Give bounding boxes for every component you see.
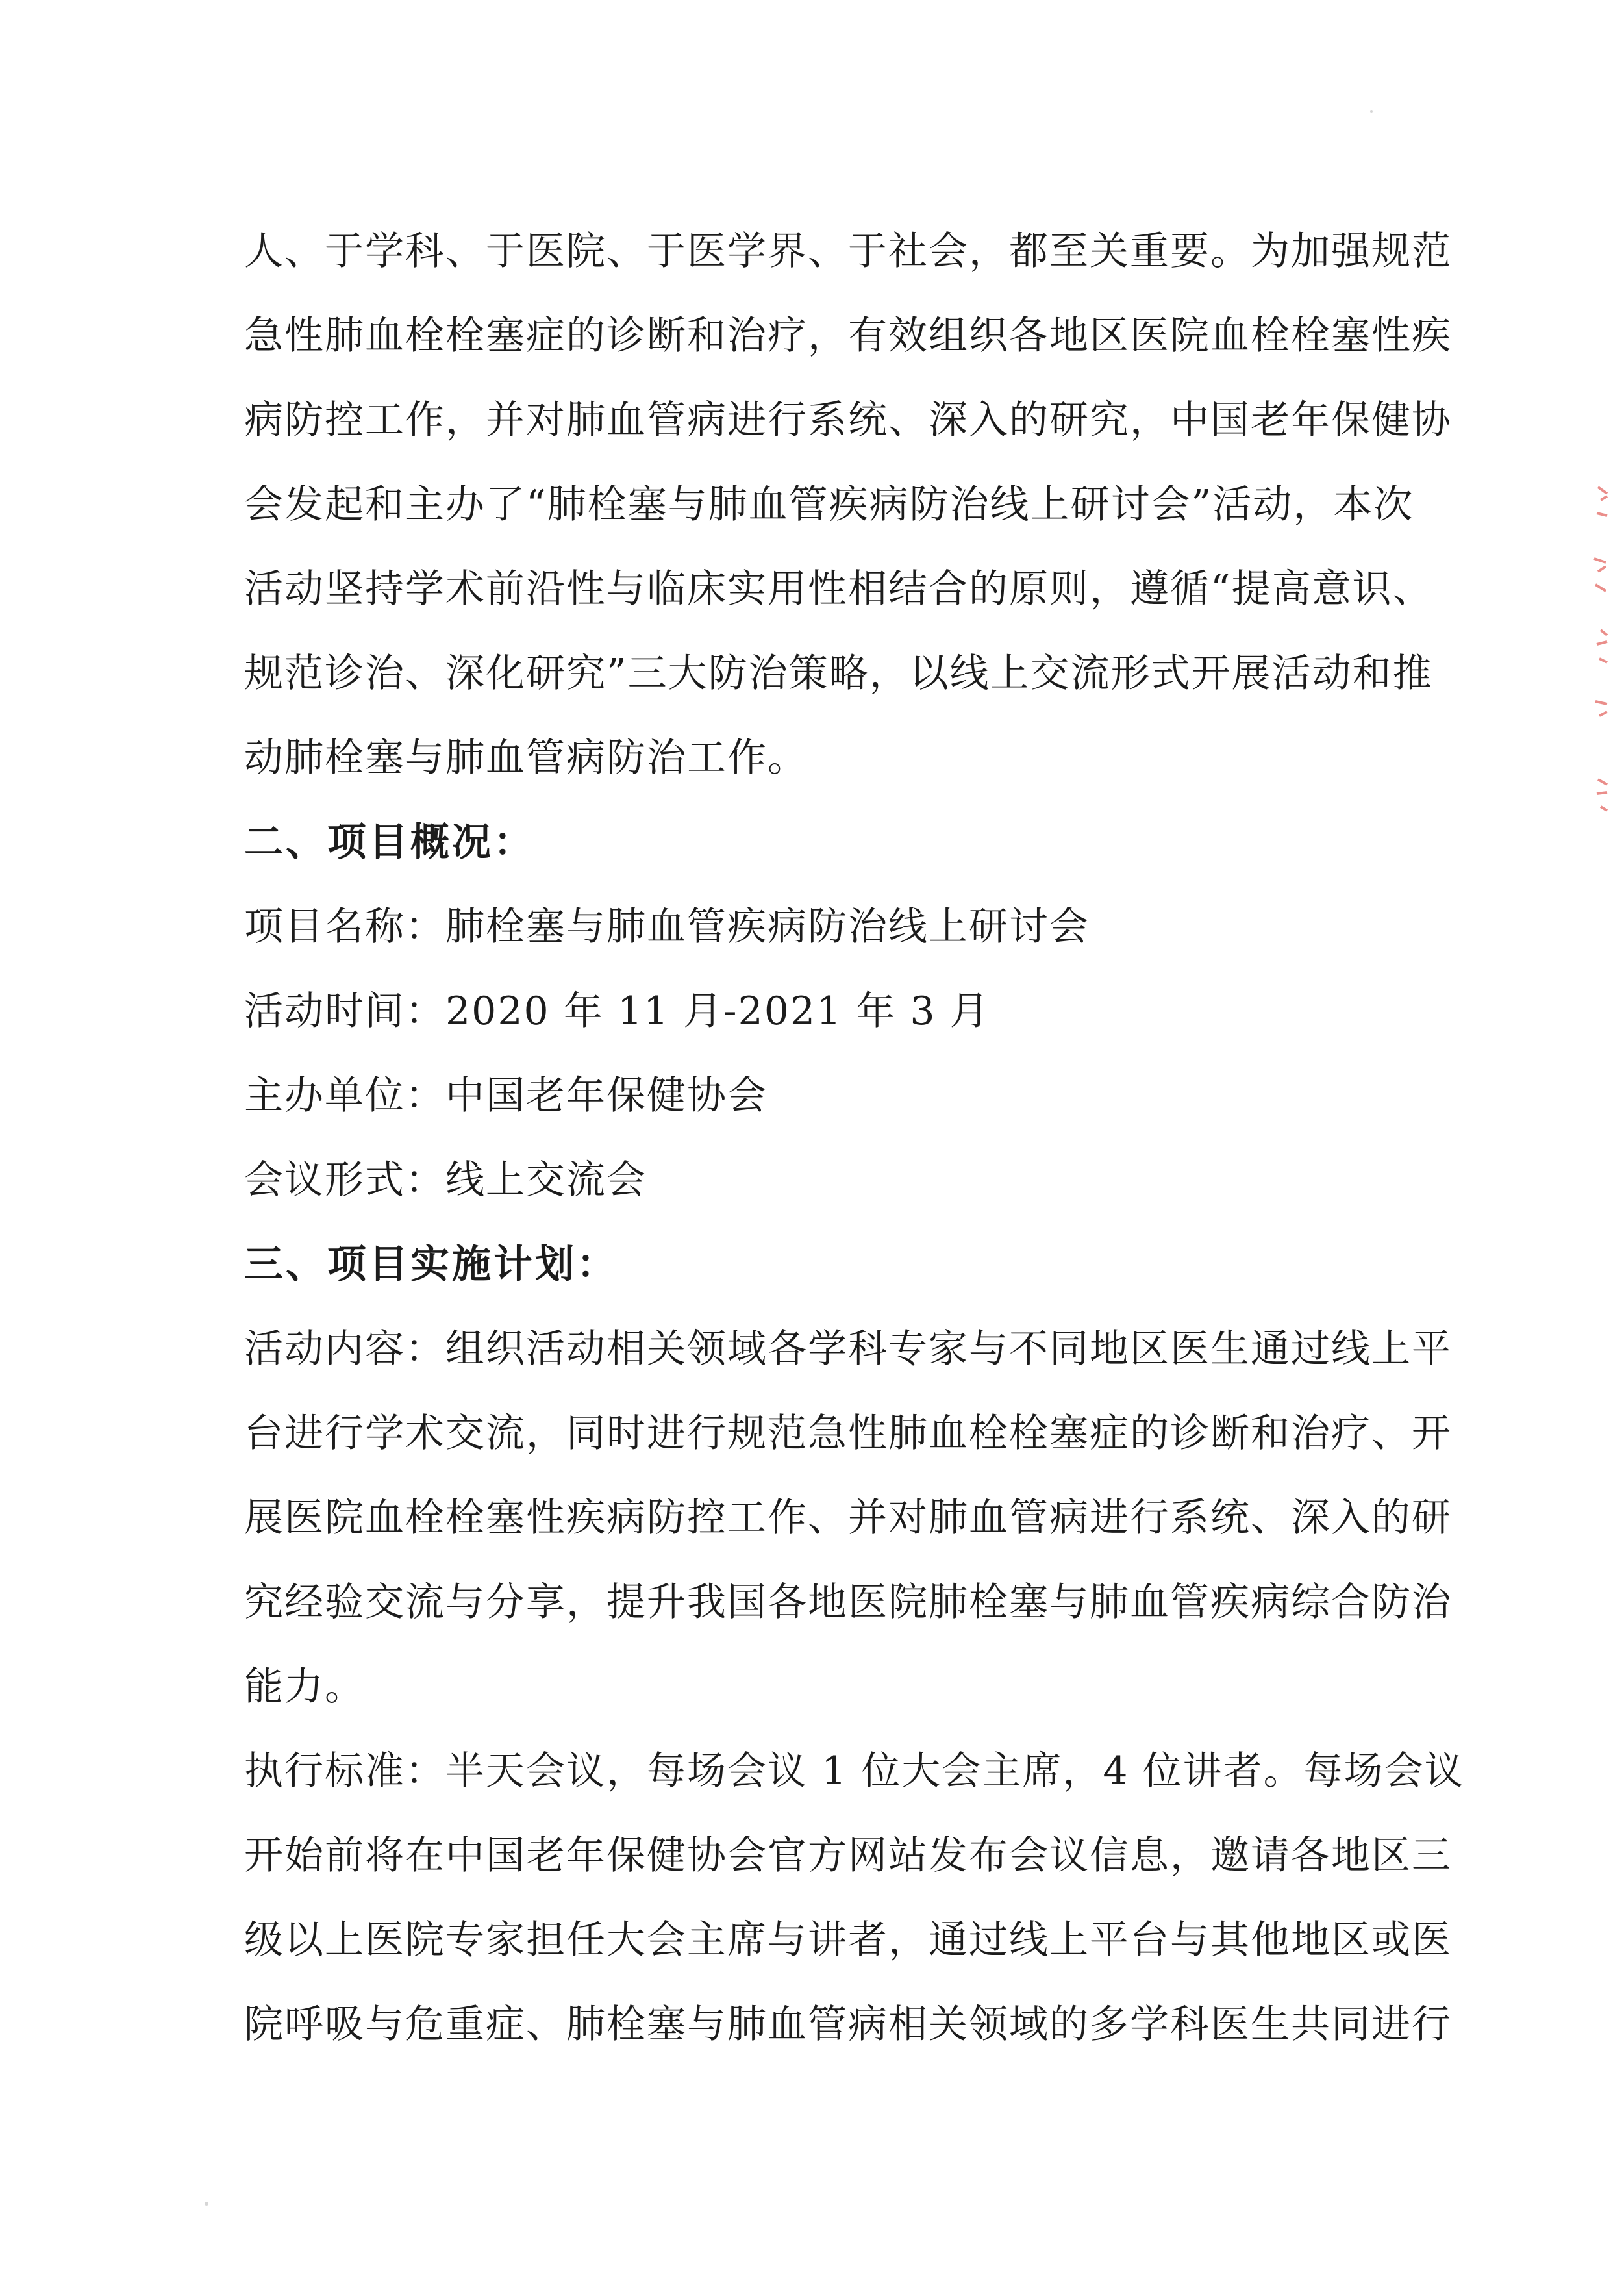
meeting-format: 会议形式：线上交流会: [244, 1157, 647, 1203]
content-line: 展医院血栓栓塞性疾病防控工作、并对肺血管病进行系统、深入的研: [244, 1495, 1452, 1541]
content-line: 究经验交流与分享，提升我国各地医院肺栓塞与肺血管疾病综合防治: [244, 1580, 1452, 1625]
paragraph-line: 会发起和主办了“肺栓塞与肺血管疾病防治线上研讨会”活动，本次: [244, 482, 1414, 527]
scan-speck: [1370, 110, 1373, 113]
content-line: 活动内容：组织活动相关领域各学科专家与不同地区医生通过线上平: [244, 1326, 1452, 1372]
section-heading: 二、项目概况：: [244, 820, 535, 865]
seal-stamp-fragment: [1572, 474, 1611, 825]
project-name: 项目名称：肺栓塞与肺血管疾病防治线上研讨会: [244, 904, 1090, 950]
scan-speck: [205, 2202, 208, 2206]
standard-line: 开始前将在中国老年保健协会官方网站发布会议信息，邀请各地区三: [244, 1833, 1452, 1878]
paragraph-line: 人、于学科、于医院、于医学界、于社会，都至关重要。为加强规范: [244, 229, 1452, 274]
standard-line: 院呼吸与危重症、肺栓塞与肺血管病相关领域的多学科医生共同进行: [244, 2002, 1452, 2047]
organizer: 主办单位：中国老年保健协会: [244, 1073, 768, 1118]
paragraph-line: 活动坚持学术前沿性与临床实用性相结合的原则，遵循“提高意识、: [244, 566, 1433, 612]
activity-time: 活动时间：2020 年 11 月-2021 年 3 月: [244, 989, 990, 1034]
paragraph-line: 动肺栓塞与肺血管病防治工作。: [244, 735, 808, 781]
section-heading: 三、项目实施计划：: [244, 1242, 618, 1287]
content-line: 台进行学术交流，同时进行规范急性肺血栓栓塞症的诊断和治疗、开: [244, 1411, 1452, 1456]
standard-line: 执行标准：半天会议，每场会议 1 位大会主席，4 位讲者。每场会议: [244, 1748, 1465, 1794]
paragraph-line: 病防控工作，并对肺血管病进行系统、深入的研究，中国老年保健协: [244, 397, 1452, 443]
paragraph-line: 急性肺血栓栓塞症的诊断和治疗，有效组织各地区医院血栓栓塞性疾: [244, 313, 1452, 359]
content-line: 能力。: [244, 1664, 365, 1709]
paragraph-line: 规范诊治、深化研究”三大防治策略，以线上交流形式开展活动和推: [244, 651, 1433, 696]
standard-line: 级以上医院专家担任大会主席与讲者，通过线上平台与其他地区或医: [244, 1917, 1452, 1963]
